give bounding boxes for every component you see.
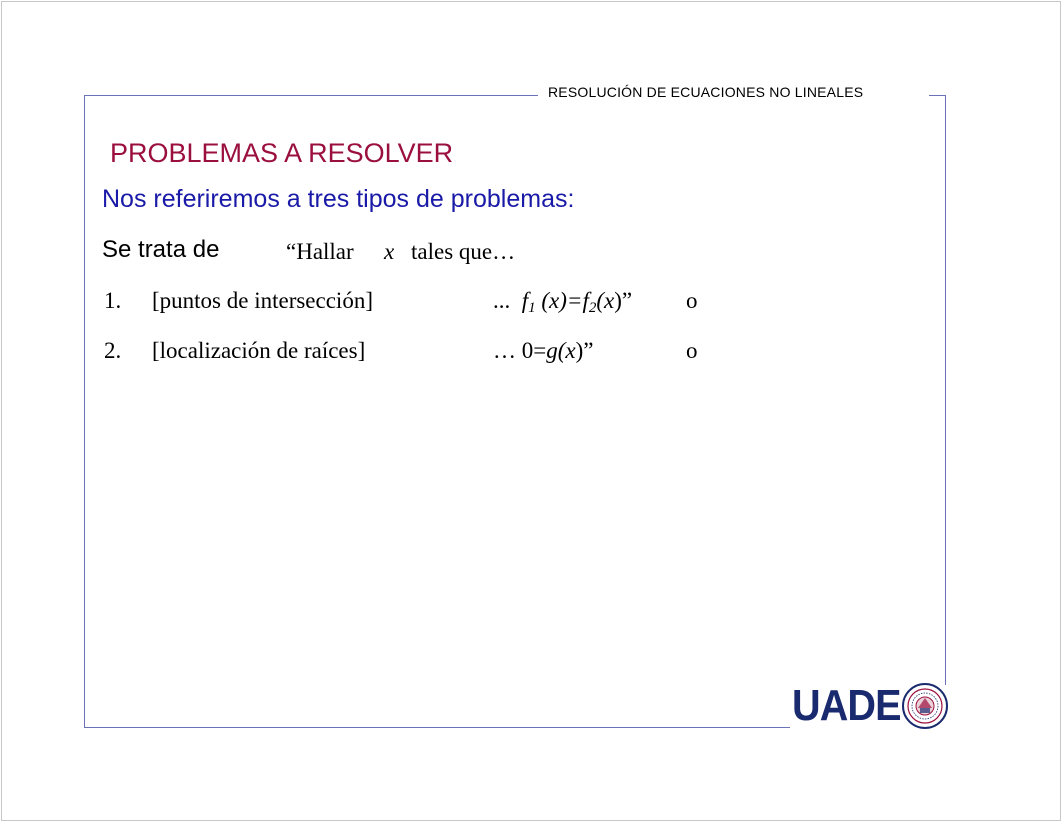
frame-line-left xyxy=(84,95,85,728)
question-rest: tales que… xyxy=(411,239,516,264)
equation-close: )” xyxy=(575,338,594,363)
equation-f: f xyxy=(521,288,529,313)
university-seal-icon xyxy=(901,682,949,730)
frame-line-top-right xyxy=(929,95,946,96)
frame-line-bottom xyxy=(84,727,790,728)
question-open: “Hallar xyxy=(286,239,354,264)
lead-label: Se trata de xyxy=(102,236,220,263)
equation-prefix: … 0= xyxy=(493,338,547,363)
list-item-label: [localización de raíces] xyxy=(152,338,366,363)
list-item-number: 1. xyxy=(104,288,122,313)
equation-subscript-1: 1 xyxy=(528,300,536,316)
slide-title: PROBLEMAS A RESOLVER xyxy=(110,138,454,168)
frame-line-top-left xyxy=(84,95,538,96)
equation-x: (x xyxy=(596,288,615,313)
connector-or: o xyxy=(686,288,698,313)
logo-wordmark: UADE xyxy=(792,681,901,730)
slide-subtitle: Nos referiremos a tres tipos de problemas: xyxy=(102,185,575,213)
equation-subscript-2: 2 xyxy=(588,300,597,316)
equation-middle: (x)=f xyxy=(541,288,589,313)
uade-logo xyxy=(792,680,957,732)
equation-intersection xyxy=(493,288,632,317)
equation-prefix: ... xyxy=(493,288,511,313)
list-item-label: [puntos de intersección] xyxy=(152,288,373,313)
frame-line-right xyxy=(945,95,946,685)
question-variable: x xyxy=(384,239,395,264)
list-item-number: 2. xyxy=(104,338,122,363)
equation-root xyxy=(493,338,593,364)
equation-g: g(x xyxy=(546,338,576,363)
section-header: RESOLUCIÓN DE ECUACIONES NO LINEALES xyxy=(548,84,864,100)
connector-or: o xyxy=(686,338,698,363)
equation-close: )” xyxy=(614,288,633,313)
